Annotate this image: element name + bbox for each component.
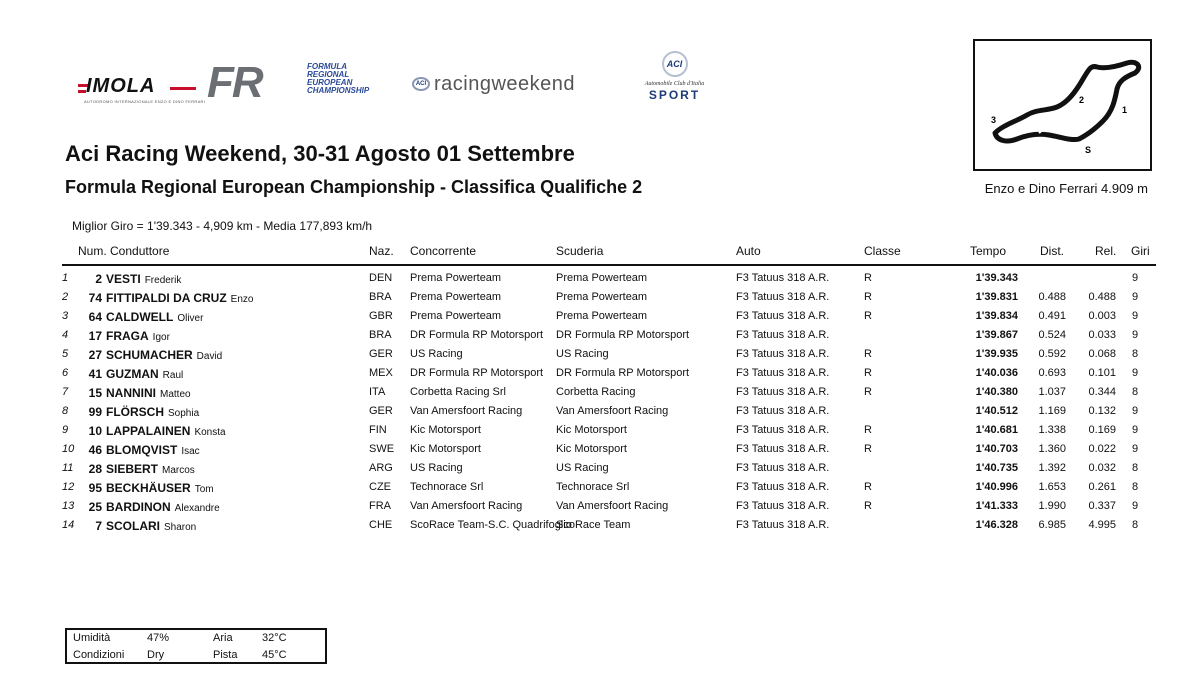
class: R xyxy=(864,424,872,436)
nationality: CHE xyxy=(369,519,393,531)
lap-time: 1'40.036 xyxy=(975,367,1018,379)
team: US Racing xyxy=(556,462,609,474)
car: F3 Tatuus 318 A.R. xyxy=(736,405,830,417)
header-num-driver: Num. Conduttore xyxy=(78,244,170,258)
laps: 9 xyxy=(1132,424,1139,436)
nationality: GER xyxy=(369,405,393,417)
class: R xyxy=(864,272,872,284)
position: 6 xyxy=(62,367,69,379)
page-title: Aci Racing Weekend, 30-31 Agosto 01 Settembre xyxy=(65,141,575,166)
driver-last-name: LAPPALAINEN xyxy=(106,424,191,438)
table-row xyxy=(62,478,1156,497)
gap-previous: 0.022 xyxy=(1088,443,1116,455)
gap-leader: 1.990 xyxy=(1038,500,1066,512)
lap-time: 1'46.328 xyxy=(975,519,1018,531)
driver xyxy=(84,462,364,476)
car: F3 Tatuus 318 A.R. xyxy=(736,329,830,341)
best-lap-info: Miglior Giro = 1'39.343 - 4,909 km - Media 177,893 km/h xyxy=(72,219,373,233)
car-number: 74 xyxy=(88,291,102,305)
entrant: Van Amersfoort Racing xyxy=(410,500,523,512)
track-marker-3: 3 xyxy=(991,115,997,125)
position: 10 xyxy=(62,443,75,455)
driver-last-name: VESTI xyxy=(106,272,141,286)
car-number: 2 xyxy=(95,272,102,286)
fr-logo-letters: FR xyxy=(207,58,262,107)
car-number: 95 xyxy=(88,481,102,495)
laps: 9 xyxy=(1132,310,1139,322)
entrant: US Racing xyxy=(410,462,463,474)
car-number: 15 xyxy=(88,386,102,400)
car-number: 99 xyxy=(88,405,102,419)
laps: 9 xyxy=(1132,443,1139,455)
team: Kic Motorsport xyxy=(556,424,627,436)
lap-time: 1'39.343 xyxy=(975,272,1018,284)
table-row xyxy=(62,307,1156,326)
car-number: 25 xyxy=(88,500,102,514)
aci-emblem-icon: ACI xyxy=(662,51,688,77)
position: 7 xyxy=(62,386,69,398)
gap-previous: 4.995 xyxy=(1088,519,1116,531)
header-dist: Dist. xyxy=(1040,244,1064,258)
entrant: Prema Powerteam xyxy=(410,272,502,284)
car: F3 Tatuus 318 A.R. xyxy=(736,348,830,360)
team: Prema Powerteam xyxy=(556,310,648,322)
track-marker-1: 1 xyxy=(1122,105,1128,115)
lap-time: 1'39.867 xyxy=(975,329,1018,341)
position: 4 xyxy=(62,329,69,341)
table-row xyxy=(62,497,1156,516)
team: Corbetta Racing xyxy=(556,386,636,398)
gap-previous: 0.169 xyxy=(1088,424,1116,436)
driver-first-name: Igor xyxy=(152,332,170,343)
car: F3 Tatuus 318 A.R. xyxy=(736,424,830,436)
track-marker-2: 2 xyxy=(1079,95,1085,105)
table-row xyxy=(62,516,1156,535)
nationality: BRA xyxy=(369,329,392,341)
driver xyxy=(84,310,364,324)
gap-previous: 0.337 xyxy=(1088,500,1116,512)
track-temp-value: 45°C xyxy=(262,649,287,661)
lap-time: 1'40.681 xyxy=(975,424,1018,436)
header-auto: Auto xyxy=(736,244,761,258)
team: Prema Powerteam xyxy=(556,291,648,303)
nationality: FRA xyxy=(369,500,391,512)
imola-logo xyxy=(78,75,206,105)
table-row xyxy=(62,288,1156,307)
driver-first-name: Marcos xyxy=(162,465,195,476)
nationality: GER xyxy=(369,348,393,360)
header-giri: Giri xyxy=(1131,244,1150,258)
car-number: 10 xyxy=(88,424,102,438)
driver-last-name: SIEBERT xyxy=(106,462,159,476)
conditions-label: Condizioni xyxy=(73,649,125,661)
driver xyxy=(84,367,364,381)
car: F3 Tatuus 318 A.R. xyxy=(736,367,830,379)
driver-first-name: Isac xyxy=(181,446,200,457)
team: ScoRace Team xyxy=(556,519,631,531)
entrant: Corbetta Racing Srl xyxy=(410,386,506,398)
driver xyxy=(84,329,364,343)
position: 2 xyxy=(62,291,69,303)
laps: 8 xyxy=(1132,481,1139,493)
nationality: CZE xyxy=(369,481,391,493)
lap-time: 1'41.333 xyxy=(975,500,1018,512)
entrant: Technorace Srl xyxy=(410,481,484,493)
driver-last-name: FLÖRSCH xyxy=(106,405,164,419)
driver-first-name: Konsta xyxy=(194,427,226,438)
driver-first-name: Enzo xyxy=(230,294,254,305)
driver-last-name: SCHUMACHER xyxy=(106,348,193,362)
team: Kic Motorsport xyxy=(556,443,627,455)
racing-weekend-text: racingweekend xyxy=(434,73,576,95)
header-concorrente: Concorrente xyxy=(410,244,477,258)
laps: 9 xyxy=(1132,367,1139,379)
position: 14 xyxy=(62,519,75,531)
table-row xyxy=(62,440,1156,459)
laps: 8 xyxy=(1132,519,1139,531)
position: 11 xyxy=(62,462,74,474)
laps: 9 xyxy=(1132,272,1139,284)
team: US Racing xyxy=(556,348,609,360)
position: 1 xyxy=(62,272,69,284)
nationality: MEX xyxy=(369,367,393,379)
position: 12 xyxy=(62,481,75,493)
car-number: 46 xyxy=(88,443,102,457)
entrant: Prema Powerteam xyxy=(410,310,502,322)
driver xyxy=(84,519,364,533)
car: F3 Tatuus 318 A.R. xyxy=(736,310,830,322)
fr-logo xyxy=(207,59,397,109)
aci-club-name: Automobile Club d'Italia xyxy=(644,81,705,87)
table-row xyxy=(62,364,1156,383)
car-number: 17 xyxy=(88,329,102,343)
car-number: 28 xyxy=(88,462,102,476)
laps: 8 xyxy=(1132,462,1139,474)
driver-last-name: FITTIPALDI DA CRUZ xyxy=(106,291,227,305)
gap-leader: 1.360 xyxy=(1038,443,1066,455)
entrant: ScoRace Team-S.C. Quadrifoglio xyxy=(410,519,572,531)
gap-leader: 0.592 xyxy=(1038,348,1066,360)
nationality: ITA xyxy=(369,386,386,398)
gap-previous: 0.488 xyxy=(1088,291,1116,303)
nationality: SWE xyxy=(369,443,395,455)
lap-time: 1'40.735 xyxy=(975,462,1018,474)
driver-last-name: CALDWELL xyxy=(106,310,174,324)
aci-badge-icon: ACI xyxy=(412,77,430,91)
entrant: DR Formula RP Motorsport xyxy=(410,329,544,341)
driver xyxy=(84,272,364,286)
page-subtitle: Formula Regional European Championship - Classifica Qualifiche 2 xyxy=(65,177,643,197)
car-number: 64 xyxy=(88,310,102,324)
gap-previous: 0.068 xyxy=(1088,348,1116,360)
header-divider xyxy=(62,264,1156,266)
driver xyxy=(84,481,364,495)
gap-leader: 1.169 xyxy=(1038,405,1066,417)
gap-previous: 0.261 xyxy=(1088,481,1116,493)
driver-last-name: BECKHÄUSER xyxy=(106,481,191,495)
car: F3 Tatuus 318 A.R. xyxy=(736,462,830,474)
table-row xyxy=(62,402,1156,421)
entrant: Kic Motorsport xyxy=(410,443,481,455)
aci-sport-logo xyxy=(627,51,722,121)
lap-time: 1'40.380 xyxy=(975,386,1018,398)
header-tempo: Tempo xyxy=(970,244,1007,258)
driver-first-name: Oliver xyxy=(177,313,204,324)
lap-time: 1'40.512 xyxy=(975,405,1018,417)
class: R xyxy=(864,310,872,322)
car-number: 41 xyxy=(88,367,102,381)
conditions-value: Dry xyxy=(147,649,165,661)
gap-leader: 0.524 xyxy=(1038,329,1066,341)
driver-last-name: FRAGA xyxy=(106,329,149,343)
lap-time: 1'39.834 xyxy=(975,310,1018,322)
lap-time: 1'39.831 xyxy=(975,291,1018,303)
entrant: Van Amersfoort Racing xyxy=(410,405,523,417)
lap-time: 1'40.996 xyxy=(975,481,1018,493)
driver-last-name: BLOMQVIST xyxy=(106,443,178,457)
gap-leader: 1.653 xyxy=(1038,481,1066,493)
track-caption: Enzo e Dino Ferrari 4.909 m xyxy=(984,181,1148,196)
header-naz: Naz. xyxy=(369,244,394,258)
imola-logo-text: IMOLA xyxy=(86,75,156,97)
table-row xyxy=(62,326,1156,345)
header-classe: Classe xyxy=(864,244,901,258)
class: R xyxy=(864,386,872,398)
gap-leader: 0.491 xyxy=(1038,310,1066,322)
track-temp-label: Pista xyxy=(213,649,238,661)
team: DR Formula RP Motorsport xyxy=(556,329,690,341)
weather-box xyxy=(65,628,327,664)
driver-first-name: Sharon xyxy=(164,522,197,533)
laps: 9 xyxy=(1132,500,1139,512)
team: Van Amersfoort Racing xyxy=(556,405,669,417)
laps: 9 xyxy=(1132,405,1139,417)
driver-last-name: NANNINI xyxy=(106,386,156,400)
sponsor-logos xyxy=(72,45,722,125)
team: Prema Powerteam xyxy=(556,272,648,284)
entrant: Kic Motorsport xyxy=(410,424,481,436)
team: Technorace Srl xyxy=(556,481,630,493)
header-rel: Rel. xyxy=(1095,244,1117,258)
table-row xyxy=(62,269,1156,288)
table-row xyxy=(62,421,1156,440)
car: F3 Tatuus 318 A.R. xyxy=(736,500,830,512)
driver-first-name: Sophia xyxy=(168,408,200,419)
gap-leader: 0.693 xyxy=(1038,367,1066,379)
track-marker-s: S xyxy=(1085,145,1092,155)
driver-last-name: SCOLARI xyxy=(106,519,160,533)
driver-first-name: Tom xyxy=(194,484,214,495)
lap-time: 1'40.703 xyxy=(975,443,1018,455)
team: Van Amersfoort Racing xyxy=(556,500,669,512)
class: R xyxy=(864,291,872,303)
driver-first-name: David xyxy=(196,351,223,362)
car: F3 Tatuus 318 A.R. xyxy=(736,443,830,455)
nationality: FIN xyxy=(369,424,387,436)
gap-previous: 0.132 xyxy=(1088,405,1116,417)
driver xyxy=(84,405,364,419)
air-label: Aria xyxy=(213,632,233,644)
gap-previous: 0.003 xyxy=(1088,310,1116,322)
gap-leader: 6.985 xyxy=(1038,519,1066,531)
header-scuderia: Scuderia xyxy=(556,244,604,258)
car: F3 Tatuus 318 A.R. xyxy=(736,519,830,531)
driver-last-name: BARDINON xyxy=(106,500,171,514)
nationality: GBR xyxy=(369,310,393,322)
position: 8 xyxy=(62,405,69,417)
table-row xyxy=(62,459,1156,478)
humidity-label: Umidità xyxy=(73,632,111,644)
driver xyxy=(84,424,364,438)
gap-previous: 0.033 xyxy=(1088,329,1116,341)
driver-first-name: Frederik xyxy=(144,275,182,286)
car: F3 Tatuus 318 A.R. xyxy=(736,272,830,284)
car-number: 7 xyxy=(95,519,102,533)
gap-leader: 1.037 xyxy=(1038,386,1066,398)
track-map xyxy=(973,39,1152,171)
imola-logo-tagline: AUTODROMO INTERNAZIONALE ENZO E DINO FERRARI xyxy=(84,99,206,104)
gap-leader: 1.392 xyxy=(1038,462,1066,474)
entrant: DR Formula RP Motorsport xyxy=(410,367,544,379)
driver-first-name: Raul xyxy=(162,370,184,381)
gap-previous: 0.344 xyxy=(1088,386,1116,398)
gap-previous: 0.032 xyxy=(1088,462,1116,474)
entrant: Prema Powerteam xyxy=(410,291,502,303)
nationality: ARG xyxy=(369,462,393,474)
aci-sport-text: SPORT xyxy=(648,88,701,102)
team: DR Formula RP Motorsport xyxy=(556,367,690,379)
car: F3 Tatuus 318 A.R. xyxy=(736,291,830,303)
gap-leader: 0.488 xyxy=(1038,291,1066,303)
air-value: 32°C xyxy=(262,632,287,644)
entrant: US Racing xyxy=(410,348,463,360)
humidity-value: 47% xyxy=(147,632,170,644)
driver xyxy=(84,443,364,457)
driver-first-name: Matteo xyxy=(160,389,191,400)
position: 9 xyxy=(62,424,69,436)
class: R xyxy=(864,481,872,493)
driver xyxy=(84,500,364,514)
car-number: 27 xyxy=(88,348,102,362)
driver-first-name: Alexandre xyxy=(174,503,220,514)
class: R xyxy=(864,348,872,360)
car: F3 Tatuus 318 A.R. xyxy=(736,481,830,493)
driver xyxy=(84,291,364,305)
class: R xyxy=(864,443,872,455)
position: 3 xyxy=(62,310,69,322)
laps: 8 xyxy=(1132,348,1139,360)
nationality: DEN xyxy=(369,272,393,284)
track-outline-icon xyxy=(975,41,1150,169)
gap-previous: 0.101 xyxy=(1088,367,1116,379)
position: 13 xyxy=(62,500,75,512)
class: R xyxy=(864,500,872,512)
laps: 8 xyxy=(1132,386,1139,398)
driver xyxy=(84,386,364,400)
nationality: BRA xyxy=(369,291,392,303)
driver-last-name: GUZMAN xyxy=(106,367,159,381)
car: F3 Tatuus 318 A.R. xyxy=(736,386,830,398)
laps: 9 xyxy=(1132,329,1139,341)
lap-time: 1'39.935 xyxy=(975,348,1018,360)
position: 5 xyxy=(62,348,69,360)
class: R xyxy=(864,367,872,379)
gap-leader: 1.338 xyxy=(1038,424,1066,436)
table-row xyxy=(62,345,1156,364)
table-row xyxy=(62,383,1156,402)
laps: 9 xyxy=(1132,291,1139,303)
driver xyxy=(84,348,364,362)
fr-logo-text: FORMULA REGIONAL EUROPEAN CHAMPIONSHIP xyxy=(307,62,370,95)
